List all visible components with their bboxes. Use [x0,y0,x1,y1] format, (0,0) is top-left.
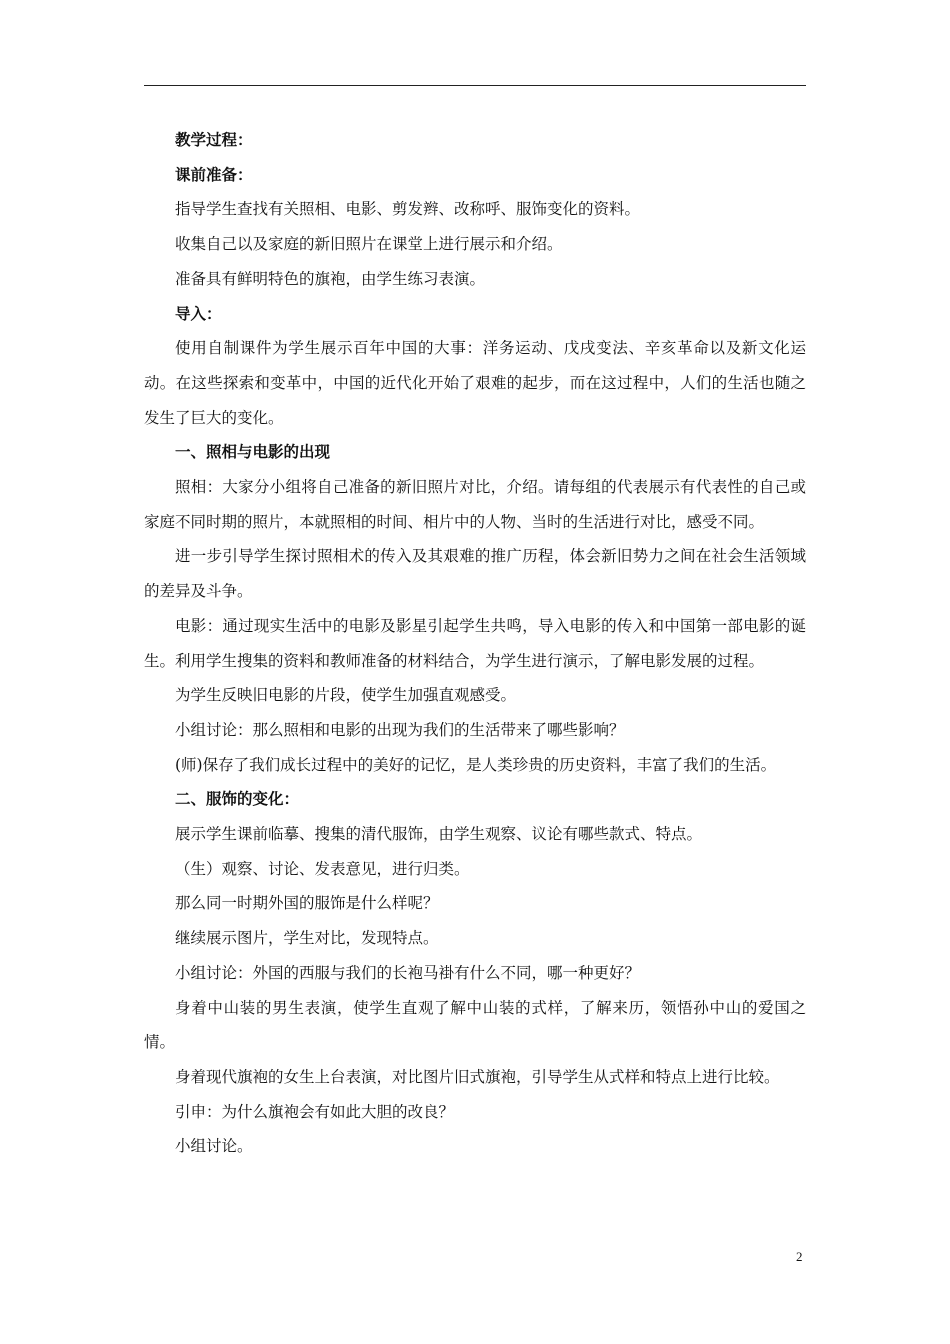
body-paragraph: 身着现代旗袍的女生上台表演，对比图片旧式旗袍，引导学生从式样和特点上进行比较。 [175,1067,780,1086]
section-heading: 二、服饰的变化： [175,789,300,809]
body-paragraph: 进一步引导学生探讨照相术的传入及其艰难的推广历程，体会新旧势力之间在社会生活领域的差异及斗争。 [144,547,806,601]
body-paragraph: 引申：为什么旗袍会有如此大胆的改良？ [175,1102,455,1121]
section-heading: 导入： [175,303,222,323]
body-paragraph: 使用自制课件为学生展示百年中国的大事：洋务运动、戊戌变法、辛亥革命以及新文化运动。在这些探索和变革中，中国的近代化开始了艰难的起步，而在这过程中，人们的生活也随之发生了巨大的变化。 [144,339,806,427]
section-heading: 课前准备： [175,164,253,184]
section-heading: 一、照相与电影的出现 [175,442,331,462]
body-paragraph: 展示学生课前临摹、搜集的清代服饰，由学生观察、议论有哪些款式、特点。 [175,825,703,844]
document-body [144,123,806,1164]
body-paragraph: 照相：大家分小组将自己准备的新旧照片对比，介绍。请每组的代表展示有代表性的自己或家庭不同时期的照片，本就照相的时间、相片中的人物、当时的生活进行对比，感受不同。 [144,478,806,531]
body-paragraph: 那么同一时期外国的服饰是什么样呢？ [175,894,439,913]
body-paragraph: 为学生反映旧电影的片段，使学生加强直观感受。 [175,686,517,705]
body-paragraph: 小组讨论：外国的西服与我们的长袍马褂有什么不同，哪一种更好？ [175,963,641,982]
body-paragraph: 准备具有鲜明特色的旗袍，由学生练习表演。 [175,269,486,288]
body-paragraph: 电影：通过现实生活中的电影及影星引起学生共鸣，导入电影的传入和中国第一部电影的诞生。利用学生搜集的资料和教师准备的材料结合，为学生进行演示，了解电影发展的过程。 [144,616,806,670]
body-paragraph: 身着中山装的男生表演，使学生直观了解中山装的式样，了解来历，领悟孙中山的爱国之情。 [144,998,806,1052]
page-number: 2 [796,1249,803,1264]
body-paragraph: 指导学生查找有关照相、电影、剪发辫、改称呼、服饰变化的资料。 [175,200,641,219]
body-paragraph: （生）观察、讨论、发表意见，进行归类。 [175,859,470,878]
body-paragraph: 继续展示图片，学生对比，发现特点。 [175,929,439,948]
body-paragraph: (师)保存了我们成长过程中的美好的记忆，是人类珍贵的历史资料，丰富了我们的生活。 [175,755,777,774]
body-paragraph: 小组讨论。 [175,1137,253,1156]
header-rule [144,85,806,86]
body-paragraph: 小组讨论：那么照相和电影的出现为我们的生活带来了哪些影响？ [175,720,625,739]
body-paragraph: 收集自己以及家庭的新旧照片在课堂上进行展示和介绍。 [175,235,563,254]
section-heading: 教学过程： [175,130,253,149]
